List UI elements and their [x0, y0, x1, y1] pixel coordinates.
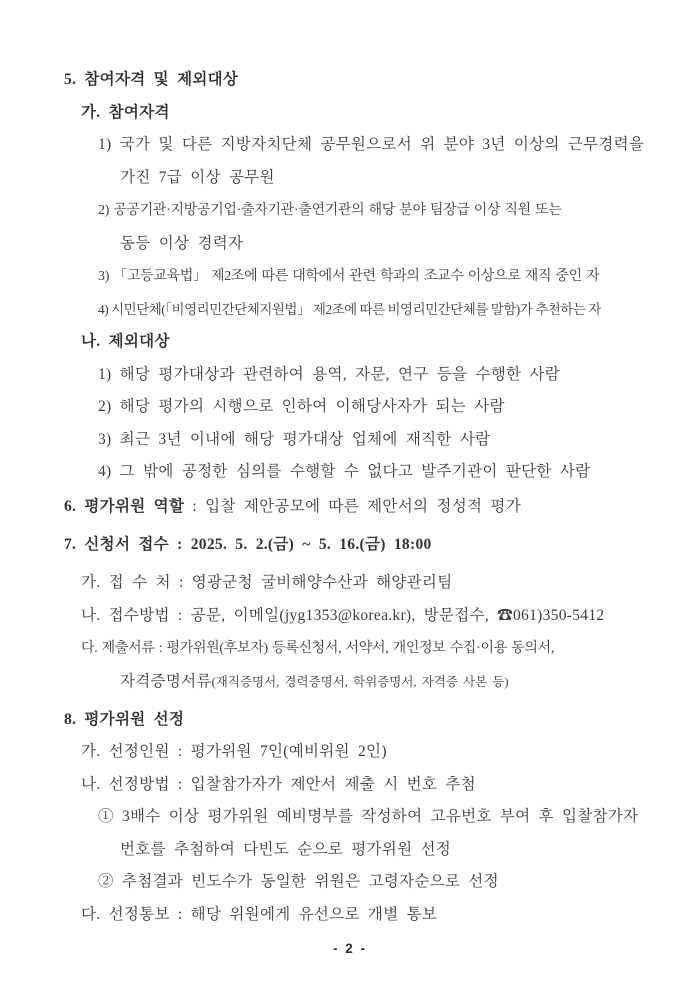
text-span: 5. 참여자격 및 제외대상	[64, 71, 239, 88]
item-5a-3	[64, 266, 652, 287]
item-8b-2	[64, 872, 652, 892]
text-span: (재직증명서, 경력증명서, 학위증명서, 자격증 사본 등)	[211, 674, 509, 689]
text-span: 가진 7급 이상 공무원	[120, 168, 275, 186]
item-8a	[64, 742, 652, 762]
document-body	[64, 70, 652, 925]
item-7c-line2	[64, 672, 652, 692]
item-8b-1-line1	[64, 807, 652, 827]
text-span: 번호를 추첨하여 다빈도 순으로 평가위원 선정	[120, 840, 452, 858]
section-8-heading	[64, 710, 652, 730]
text-span: 가. 선정인원 : 평가위원 7인(예비위원 2인)	[81, 743, 387, 760]
item-5a-1-line1	[64, 135, 652, 155]
item-7a	[64, 573, 652, 593]
text-span: 자격증명서류	[120, 672, 212, 690]
item-7c-line1	[64, 638, 652, 659]
text-span: : 입찰 제안공모에 따른 제안서의 정성적 평가	[184, 498, 521, 515]
item-8b-1-line2	[64, 840, 652, 860]
text-span: ① 3배수 이상 평가위원 예비명부를 작성하여 고유번호 부여 후 입찰참가자	[98, 808, 639, 825]
item-5a-4	[64, 300, 652, 320]
section-5b-heading	[64, 332, 652, 352]
text-span: 3) 최근 3년 이내에 해당 평가대상 업체에 재직한 사람	[98, 430, 491, 448]
text-span: 동등 이상 경력자	[120, 234, 244, 252]
section-5-heading	[64, 70, 652, 90]
item-5b-1	[64, 365, 652, 385]
text-span: 2) 공공기관·지방공기업·출자기관·출연기관의 해당 분야 팀장급 이상 직원 또는	[98, 203, 562, 218]
item-5a-2-line1	[64, 200, 652, 221]
text-span: 나. 접수방법 : 공문, 이메일(jyg1353@korea.kr), 방문접수, ☎061)350-5412	[81, 606, 605, 624]
text-span: 8. 평가위원 선정	[64, 710, 185, 728]
item-8b	[64, 775, 652, 795]
text-span: 나. 선정방법 : 입찰참가자가 제안서 제출 시 번호 추첨	[81, 775, 476, 793]
section-6-heading	[64, 497, 652, 517]
text-span: 다. 선정통보 : 해당 위원에게 유선으로 개별 통보	[81, 905, 438, 923]
item-5b-2	[64, 397, 652, 417]
text-span: 4) 시민단체(「비영리민간단체지원법」 제2조에 따른 비영리민간단체를 말함)가 추천하는 자	[98, 301, 601, 317]
text-span: 2) 해당 평가의 시행으로 인하여 이해당사자가 되는 사람	[98, 398, 505, 415]
page-number: - 2 -	[332, 941, 367, 956]
text-span: 3) 「고등교육법」 제2조에 따른 대학에서 관련 학과의 조교수 이상으로 재직 중인 자	[98, 269, 600, 284]
item-5b-3	[64, 430, 652, 450]
text-span: 1) 해당 평가대상과 관련하여 용역, 자문, 연구 등을 수행한 사람	[98, 365, 560, 383]
text-span: 7. 신청서 접수 : 2025. 5. 2.(금) ~ 5. 16.(금) 18:00	[64, 536, 432, 553]
item-5a-2-line2	[64, 234, 652, 254]
text-span: 1) 국가 및 다른 지방자치단체 공무원으로서 위 분야 3년 이상의 근무경력을	[98, 136, 645, 153]
text-span: ② 추첨결과 빈도수가 동일한 위원은 고령자순으로 선정	[98, 873, 499, 890]
section-7-heading	[64, 535, 652, 555]
item-7b	[64, 606, 652, 626]
text-span: 가. 참여자격	[81, 103, 170, 121]
item-5a-1-line2	[64, 168, 652, 188]
text-span: 가. 접 수 처 : 영광군청 굴비해양수산과 해양관리팀	[81, 574, 453, 591]
section-5a-heading	[64, 103, 652, 123]
text-span: 다. 제출서류 : 평가위원(후보자) 등록신청서, 서약서, 개인정보 수집·이용 동의서,	[81, 641, 555, 656]
item-8c	[64, 905, 652, 925]
text-span: 4) 그 밖에 공정한 심의를 수행할 수 없다고 발주기관이 판단한 사람	[98, 463, 591, 480]
text-span: 나. 제외대상	[81, 333, 170, 350]
item-5b-4	[64, 462, 652, 482]
text-span: 6. 평가위원 역할	[64, 498, 185, 515]
